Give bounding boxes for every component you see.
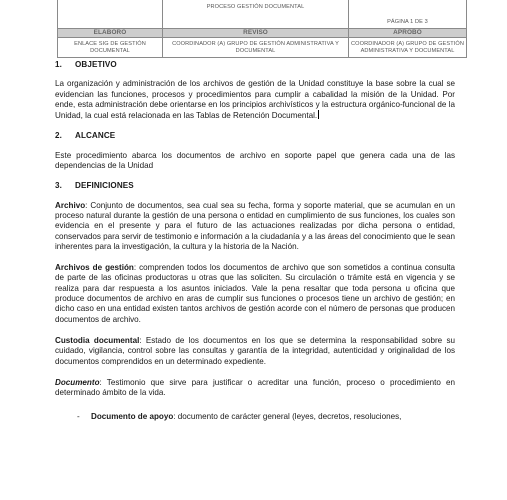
definition-text: : Estado de los documentos en los que se determina la responsabilidad sobre su cuidado, vigilancia, control sobre las consultas y garantía de la integridad, autenticidad y originalidad de los documentos comprendidos en un determinado expediente. xyxy=(55,335,455,366)
section-heading-objetivo xyxy=(55,60,455,70)
definition-text: : Conjunto de documentos, sea cual sea su fecha, forma y soporte material, que se acumulan en un proceso natural durante la gestión de una persona o entidad en cumplimiento de sus funciones, los cuales son evidencia en el presente y para el futuro de las actuaciones realizadas por dicha persona o entidad, conservados para servir de testimonio e información a la ciudadanía y a las áreas del conocimiento que le sean inherentes para la investigación, la cultura y la historia de la Nación. xyxy=(55,200,455,251)
header-label-elaboro: ELABORÓ xyxy=(58,29,163,38)
definition-term: Archivo xyxy=(55,200,86,210)
definition-term: Archivos de gestión xyxy=(55,263,134,273)
objetivo-paragraph[interactable] xyxy=(55,79,455,121)
definition-text: : Testimonio que sirve para justificar o acreditar una función, proceso o procedimiento en determinado ámbito de la vida. xyxy=(55,377,455,398)
header-process-name: PROCESO GESTIÓN DOCUMENTAL xyxy=(163,0,349,29)
definition-documento[interactable] xyxy=(55,378,455,399)
definition-custodia-documental[interactable] xyxy=(55,336,455,367)
section-heading-definiciones xyxy=(55,181,455,191)
section-number: 2. xyxy=(55,131,62,141)
header-value-aprobo: COORDINADOR (A) GRUPO DE GESTIÓN ADMINISTRATIVA Y DOCUMENTAL xyxy=(349,38,467,58)
header-value-reviso: COORDINADOR (A) GRUPO DE GESTIÓN ADMINISTRATIVA Y DOCUMENTAL xyxy=(163,38,349,58)
definition-bullet-documento-de-apoyo[interactable] xyxy=(55,412,455,422)
section-number: 3. xyxy=(55,181,62,191)
objetivo-text: La organización y administración de los archivos de gestión de la Unidad constituye la base sobre la cual se evidencian las funciones, procesos y procedimientos para cumplir a cabalidad la misión de la Unidad. Por ende, esta administración debe orientarse en los principios archivísticos y la estructura orgánico-funcional de la Unidad, la cual está relacionada en las Tablas de Retención Documental. xyxy=(55,79,455,121)
section-title: ALCANCE xyxy=(75,131,116,141)
definition-text: : comprenden todos los documentos de archivo que son sometidos a continua consulta de parte de las oficinas productoras u otras que las soliciten. Su circulación o trámite está en vigencia y se realiza para dar respuesta a los asuntos iniciados. Vale la pena resaltar que toda persona u oficina que produce documentos de archivo en aras de cumplir sus funciones o procesos tiene un archivo de gestión; en dicho caso en una entidad existen tantos archivos de gestión acorde con el número de personas que producen documentos de archivo. xyxy=(55,263,455,324)
header-label-aprobo: APROBÓ xyxy=(349,29,467,38)
definition-archivo[interactable] xyxy=(55,201,455,252)
definition-text: : documento de carácter general (leyes, decretos, resoluciones, xyxy=(173,412,402,422)
definition-term: Documento de apoyo xyxy=(91,412,174,422)
section-title: OBJETIVO xyxy=(75,60,117,69)
header-label-reviso: REVISÓ xyxy=(163,29,349,38)
alcance-paragraph[interactable]: Este procedimiento abarca los documentos de archivo en soporte papel que genera cada una de las dependencias de la Unidad xyxy=(55,150,455,171)
section-heading-alcance xyxy=(55,131,455,141)
section-title: DEFINICIONES xyxy=(75,181,134,191)
definition-archivos-de-gestion[interactable] xyxy=(55,263,455,325)
bullet-dash: - xyxy=(77,412,80,422)
definition-term: Custodia documental xyxy=(55,335,140,345)
section-number: 1. xyxy=(55,60,62,69)
text-cursor xyxy=(318,110,319,119)
header-logo-cell xyxy=(58,0,163,29)
header-page-number: PÁGINA 1 DE 3 xyxy=(349,0,467,29)
header-value-elaboro: ENLACE SIG DE GESTIÓN DOCUMENTAL xyxy=(58,38,163,58)
document-header-table xyxy=(57,0,467,58)
definition-term: Documento xyxy=(55,377,100,387)
document-body[interactable] xyxy=(55,60,455,423)
